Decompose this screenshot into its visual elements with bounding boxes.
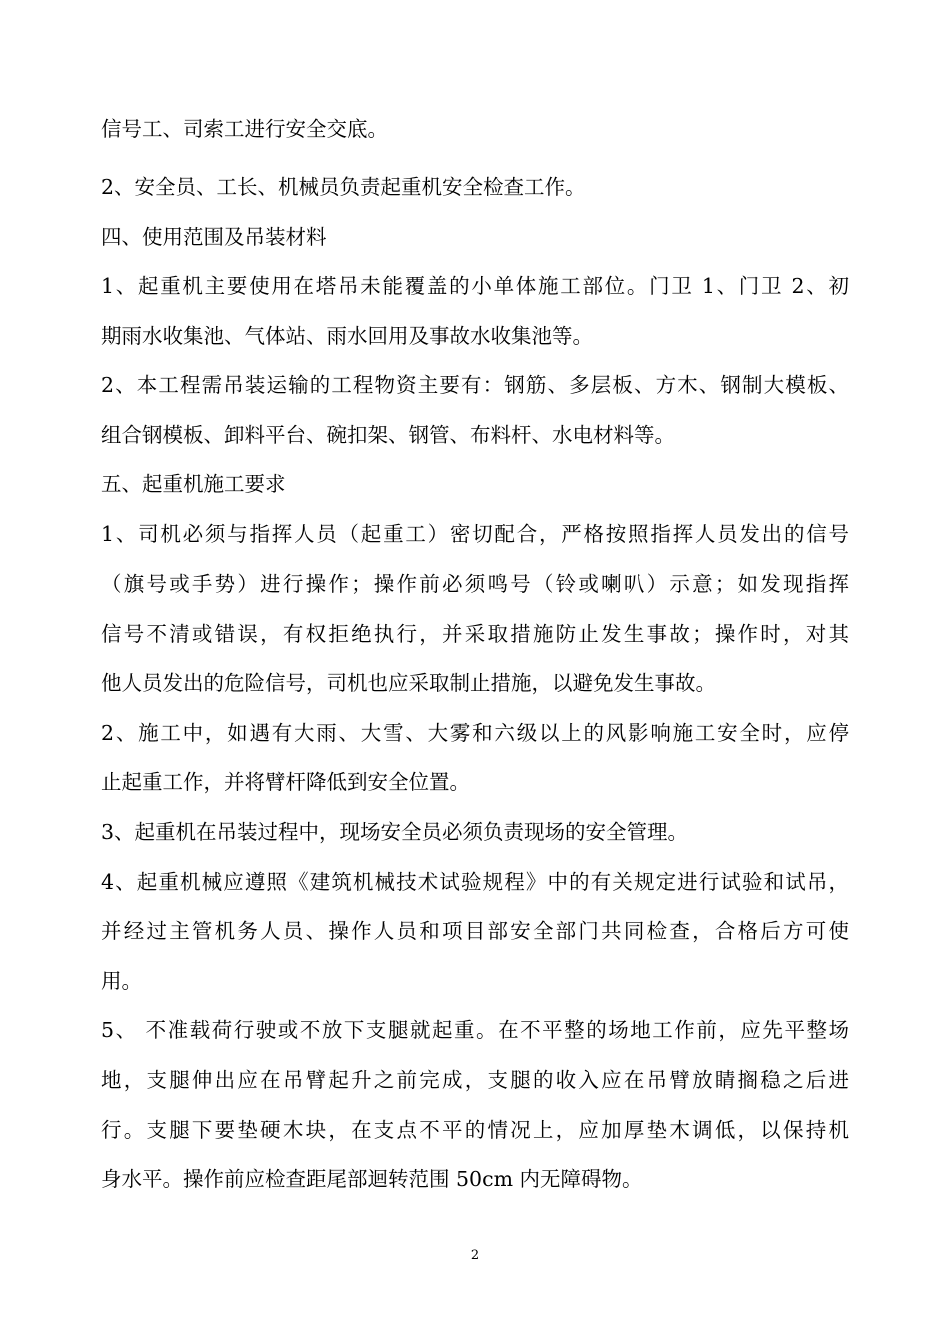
text-line: 2、本工程需吊装运输的工程物资主要有：钢筋、多层板、方木、钢制大模板、 — [101, 373, 849, 397]
section-heading: 五、起重机施工要求 — [101, 472, 286, 496]
text-line: 并经过主管机务人员、操作人员和项目部安全部门共同检查，合格后方可使 — [101, 919, 849, 943]
text-line: 地，支腿伸出应在吊臂起升之前完成，支腿的收入应在吊臂放睛搁稳之后进 — [101, 1068, 849, 1092]
text-line: 组合钢模板、卸料平台、碗扣架、钢管、布料杆、水电材料等。 — [101, 423, 675, 447]
text-line: 用。 — [101, 969, 142, 993]
text-line: 信号工、司索工进行安全交底。 — [101, 117, 388, 141]
section-heading: 四、使用范围及吊装材料 — [101, 225, 327, 249]
text-line: 1、起重机主要使用在塔吊未能覆盖的小单体施工部位。门卫 1、门卫 2、初 — [101, 274, 849, 298]
text-line: 他人员发出的危险信号，司机也应采取制止措施，以避免发生事故。 — [101, 671, 716, 695]
text-line: 身水平。操作前应检查距尾部迴转范围 50cm 内无障碍物。 — [101, 1167, 643, 1191]
text-line: 4、起重机械应遵照《建筑机械技术试验规程》中的有关规定进行试验和试吊， — [101, 870, 849, 894]
text-line: （旗号或手势）进行操作；操作前必须鸣号（铃或喇叭）示意；如发现指挥 — [101, 572, 849, 596]
text-line: 期雨水收集池、气体站、雨水回用及事故水收集池等。 — [101, 324, 593, 348]
page-number: 2 — [470, 1248, 480, 1263]
text-line: 止起重工作，并将臂杆降低到安全位置。 — [101, 770, 470, 794]
text-line: 5、 不准载荷行驶或不放下支腿就起重。在不平整的场地工作前，应先平整场 — [101, 1018, 849, 1042]
text-line: 2、安全员、工长、机械员负责起重机安全检查工作。 — [101, 175, 586, 199]
text-line: 3、起重机在吊装过程中，现场安全员必须负责现场的安全管理。 — [101, 820, 689, 844]
text-line: 2、施工中，如遇有大雨、大雪、大雾和六级以上的风影响施工安全时，应停 — [101, 721, 849, 745]
text-line: 行。支腿下要垫硬木块，在支点不平的情况上，应加厚垫木调低，以保持机 — [101, 1118, 849, 1142]
text-line: 信号不清或错误，有权拒绝执行，并采取措施防止发生事故；操作时，对其 — [101, 622, 849, 646]
text-line: 1、司机必须与指挥人员（起重工）密切配合，严格按照指挥人员发出的信号 — [101, 522, 849, 546]
